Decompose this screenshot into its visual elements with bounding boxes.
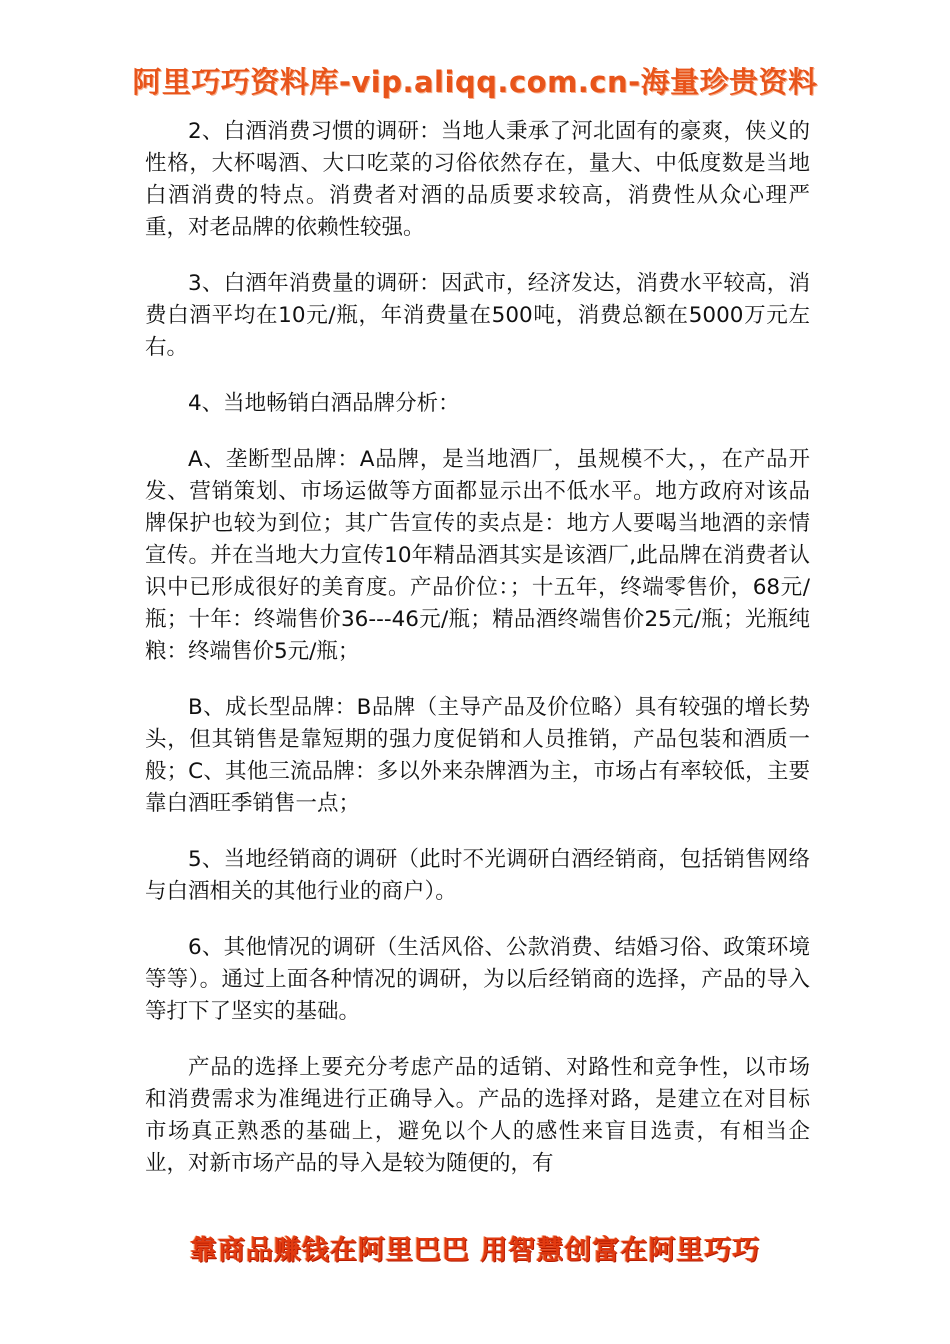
paragraph-product-selection: 产品的选择上要充分考虑产品的适销、对路性和竞争性，以市场和消费需求为准绳进行正确导入。产品的选择对路，是建立在对目标市场真正熟悉的基础上，避免以个人的感性来盲目选责，有相当企业，对新市场产品的导入是较为随便的，有 xyxy=(145,1055,810,1176)
paragraph-consumption-habits: 2、白酒消费习惯的调研：当地人秉承了河北固有的豪爽，侠义的性格，大杯喝酒、大口吃菜的习俗依然存在，量大、中低度数是当地白酒消费的特点。消费者对酒的品质要求较高，消费性从众心理严重，对老品牌的依赖性较强。 xyxy=(145,119,810,240)
header-banner: 阿里巧巧资料库-vip.aliqq.com.cn-海量珍贵资料 xyxy=(132,65,818,99)
paragraph-distributor-research: 5、当地经销商的调研（此时不光调研白酒经销商，包括销售网络与白酒相关的其他行业的商户）。 xyxy=(145,847,810,904)
paragraph-brand-a: A、垄断型品牌：A品牌，是当地酒厂，虽规模不大，，在产品开发、营销策划、市场运做等方面都显示出不低水平。地方政府对该品牌保护也较为到位；其广告宣传的卖点是：地方人要喝当地酒的亲情宣传。并在当地大力宣传10年精品酒其实是该酒厂,此品牌在消费者认识中已形成很好的美育度。产品价位：；十五年，终端零售价，68元/瓶；十年：终端售价36---46元/瓶；精品酒终端售价25元/瓶；光瓶纯粮：终端售价5元/瓶； xyxy=(145,447,810,664)
document-body xyxy=(145,116,810,1204)
paragraph-other-research: 6、其他情况的调研（生活风俗、公款消费、结婚习俗、政策环境等等）。通过上面各种情况的调研，为以后经销商的选择，产品的导入等打下了坚实的基础。 xyxy=(145,935,810,1024)
footer-banner: 靠商品赚钱在阿里巴巴 用智慧创富在阿里巧巧 xyxy=(189,1235,761,1266)
paragraph-brand-analysis-heading: 4、当地畅销白酒品牌分析： xyxy=(188,391,460,416)
paragraph-annual-consumption: 3、白酒年消费量的调研：因武市，经济发达，消费水平较高，消费白酒平均在10元/瓶，年消费量在500吨，消费总额在5000万元左右。 xyxy=(145,271,810,360)
paragraph-brand-b-c: B、成长型品牌：B品牌（主导产品及价位略）具有较强的增长势头，但其销售是靠短期的强力度促销和人员推销，产品包装和酒质一般；C、其他三流品牌：多以外来杂牌酒为主，市场占有率较低，主要靠白酒旺季销售一点； xyxy=(145,695,810,816)
